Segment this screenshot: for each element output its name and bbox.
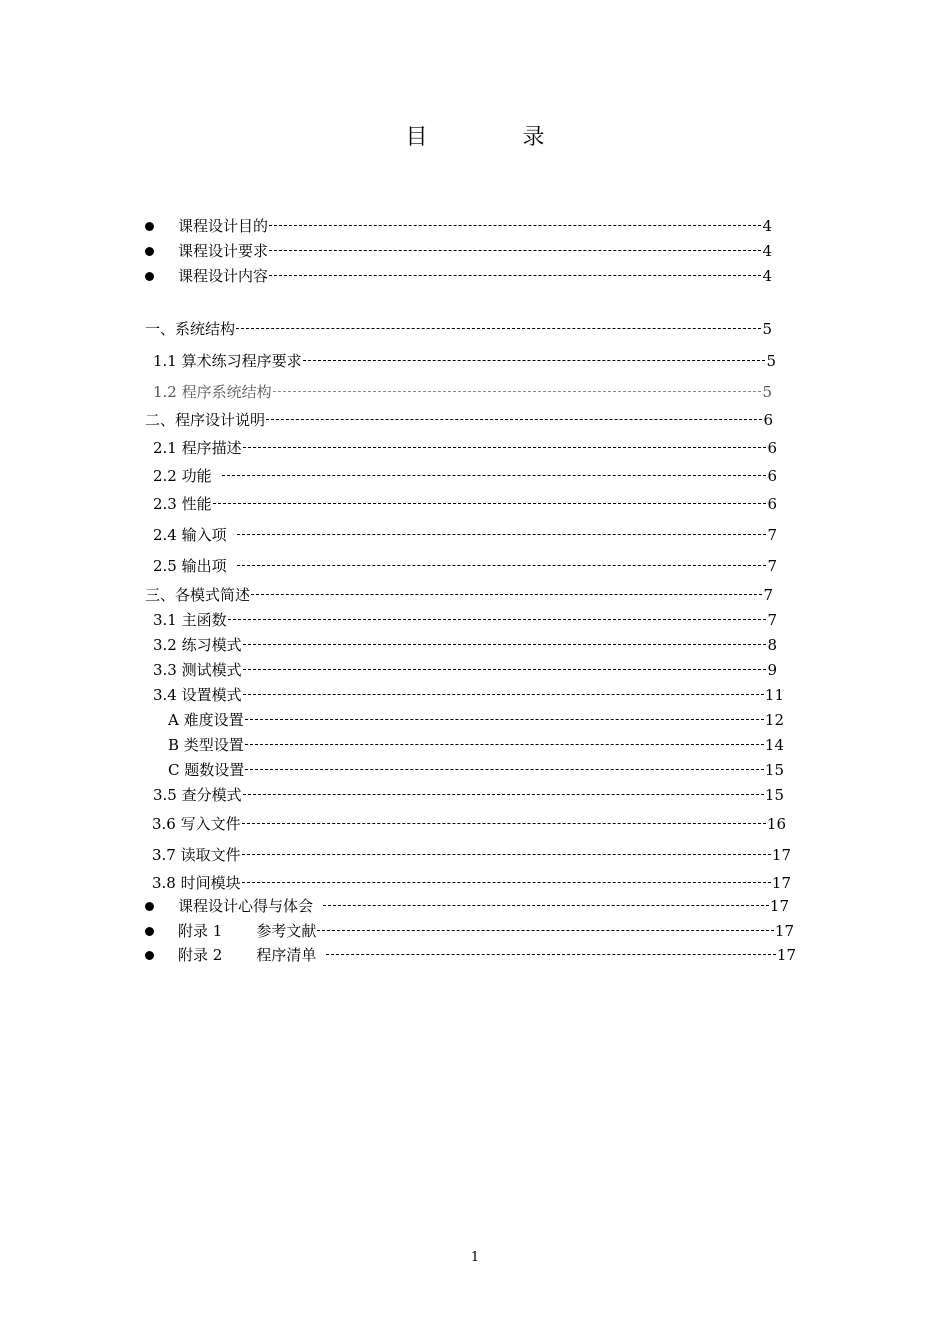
toc-entry[interactable]: [153, 524, 777, 546]
toc-entry-label: 一、系统结构: [145, 320, 236, 338]
leader-dots: [242, 882, 771, 883]
toc-entry-label: 二、程序设计说明: [145, 411, 266, 429]
leader-dots: [317, 930, 774, 931]
toc-entry-label: 3.4 设置模式: [153, 686, 242, 704]
toc-entry-label: 3.6 写入文件: [152, 815, 241, 833]
toc-entry[interactable]: [153, 609, 777, 631]
toc-entry-label: 三、各模式简述: [145, 586, 251, 604]
toc-entry[interactable]: [153, 437, 777, 459]
toc-entry-label: 2.1 程序描述: [153, 439, 242, 457]
toc-entry-label: 课程设计要求: [178, 242, 269, 260]
bullet-icon: [145, 927, 154, 936]
toc-entry-label: 课程设计心得与体会: [178, 897, 314, 915]
toc-entry-page: 15: [764, 761, 784, 779]
toc-entry-page: 17: [769, 897, 789, 915]
toc-entry[interactable]: [153, 659, 777, 681]
toc-entry[interactable]: [178, 240, 772, 262]
page-number: 1: [470, 1250, 480, 1265]
toc-entry-page: 17: [771, 846, 791, 864]
toc-entry[interactable]: [178, 265, 772, 287]
leader-dots: [243, 644, 767, 645]
toc-entry[interactable]: [153, 684, 784, 706]
toc-entry-label: 3.8 时间模块: [152, 874, 241, 892]
toc-entry-page: 6: [763, 411, 773, 429]
toc-entry-label: 3.5 查分模式: [153, 786, 242, 804]
toc-entry-page: 5: [762, 320, 772, 338]
bullet-icon: [145, 951, 154, 960]
toc-entry-page: 6: [767, 439, 777, 457]
toc-entry-label: 3.7 读取文件: [152, 846, 241, 864]
toc-entry[interactable]: [153, 493, 777, 515]
toc-entry-page: 11: [764, 686, 784, 704]
toc-entry-label: B 类型设置: [168, 736, 244, 754]
leader-dots: [237, 565, 767, 566]
leader-dots: [269, 275, 761, 276]
toc-title: [0, 120, 950, 151]
toc-entry-page: 4: [762, 267, 772, 285]
toc-entry[interactable]: [178, 895, 789, 917]
toc-entry[interactable]: [178, 920, 794, 942]
bullet-icon: [145, 902, 154, 911]
toc-entry-label: 3.2 练习模式: [153, 636, 242, 654]
leader-dots: [236, 328, 761, 329]
toc-entry-sublabel: 参考文献: [256, 922, 317, 940]
bullet-icon: [145, 247, 154, 256]
toc-entry-page: 6: [767, 495, 777, 513]
toc-entry[interactable]: [178, 215, 772, 237]
toc-entry-label: 2.4 输入项: [153, 526, 227, 544]
toc-entry[interactable]: [178, 944, 796, 966]
toc-title-right: 录: [522, 125, 545, 150]
leader-dots: [243, 794, 764, 795]
leader-dots: [243, 669, 767, 670]
toc-entry-label: C 题数设置: [168, 761, 245, 779]
toc-entry[interactable]: [152, 844, 791, 866]
toc-entry[interactable]: [153, 381, 772, 403]
toc-entry-label: 2.3 性能: [153, 495, 212, 513]
toc-entry-label: 3.3 测试模式: [153, 661, 242, 679]
leader-dots: [273, 391, 762, 392]
toc-entry-label: 课程设计内容: [178, 267, 269, 285]
leader-dots: [323, 905, 769, 906]
toc-entry-label: 2.2 功能: [153, 467, 212, 485]
toc-entry[interactable]: [153, 634, 777, 656]
toc-entry-page: 5: [762, 383, 772, 401]
toc-title-left: 目: [405, 125, 428, 150]
leader-dots: [243, 694, 764, 695]
leader-dots: [245, 744, 764, 745]
leader-dots: [269, 225, 761, 226]
toc-entry-page: 15: [764, 786, 784, 804]
toc-entry-page: 7: [767, 526, 777, 544]
toc-entry-label: 1.1 算术练习程序要求: [153, 352, 302, 370]
toc-entry-page: 16: [766, 815, 786, 833]
toc-entry-label: 1.2 程序系统结构: [153, 383, 272, 401]
toc-entry-page: 17: [774, 922, 794, 940]
toc-entry-label: 3.1 主函数: [153, 611, 227, 629]
leader-dots: [242, 854, 771, 855]
toc-entry-sublabel: 程序清单: [256, 946, 317, 964]
toc-entry-page: 6: [767, 467, 777, 485]
toc-entry-page: 17: [771, 874, 791, 892]
toc-entry-page: 8: [767, 636, 777, 654]
toc-entry-page: 7: [767, 557, 777, 575]
leader-dots: [269, 250, 761, 251]
toc-entry-page: 12: [764, 711, 784, 729]
leader-dots: [245, 769, 764, 770]
toc-entry-page: 17: [776, 946, 796, 964]
toc-entry-page: 14: [764, 736, 784, 754]
toc-entry[interactable]: [152, 872, 791, 894]
toc-entry[interactable]: [152, 813, 786, 835]
toc-entry[interactable]: [145, 584, 773, 606]
leader-dots: [237, 534, 767, 535]
toc-entry-page: 7: [763, 586, 773, 604]
leader-dots: [326, 954, 776, 955]
toc-entry-label: 附录 1: [178, 922, 223, 940]
toc-entry[interactable]: [153, 465, 777, 487]
leader-dots: [245, 719, 764, 720]
toc-entry[interactable]: [153, 555, 777, 577]
leader-dots: [266, 419, 762, 420]
toc-entry[interactable]: [145, 409, 773, 431]
leader-dots: [228, 619, 767, 620]
toc-entry[interactable]: [168, 709, 784, 731]
toc-entry-label: 2.5 输出项: [153, 557, 227, 575]
leader-dots: [303, 360, 766, 361]
toc-entry[interactable]: [153, 784, 784, 806]
toc-entry[interactable]: [145, 318, 772, 340]
leader-dots: [213, 503, 767, 504]
leader-dots: [222, 475, 767, 476]
toc-entry-page: 5: [766, 352, 776, 370]
toc-entry-label: 附录 2: [178, 946, 223, 964]
toc-entry-label: A 难度设置: [168, 711, 244, 729]
bullet-icon: [145, 272, 154, 281]
toc-entry-page: 4: [762, 217, 772, 235]
leader-dots: [243, 447, 767, 448]
leader-dots: [251, 594, 762, 595]
bullet-icon: [145, 222, 154, 231]
toc-entry-label: 课程设计目的: [178, 217, 269, 235]
toc-entry[interactable]: [168, 734, 784, 756]
leader-dots: [242, 823, 766, 824]
toc-entry[interactable]: [153, 350, 776, 372]
toc-entry[interactable]: [168, 759, 784, 781]
toc-entry-page: 9: [767, 661, 777, 679]
toc-entry-page: 7: [767, 611, 777, 629]
toc-entry-page: 4: [762, 242, 772, 260]
